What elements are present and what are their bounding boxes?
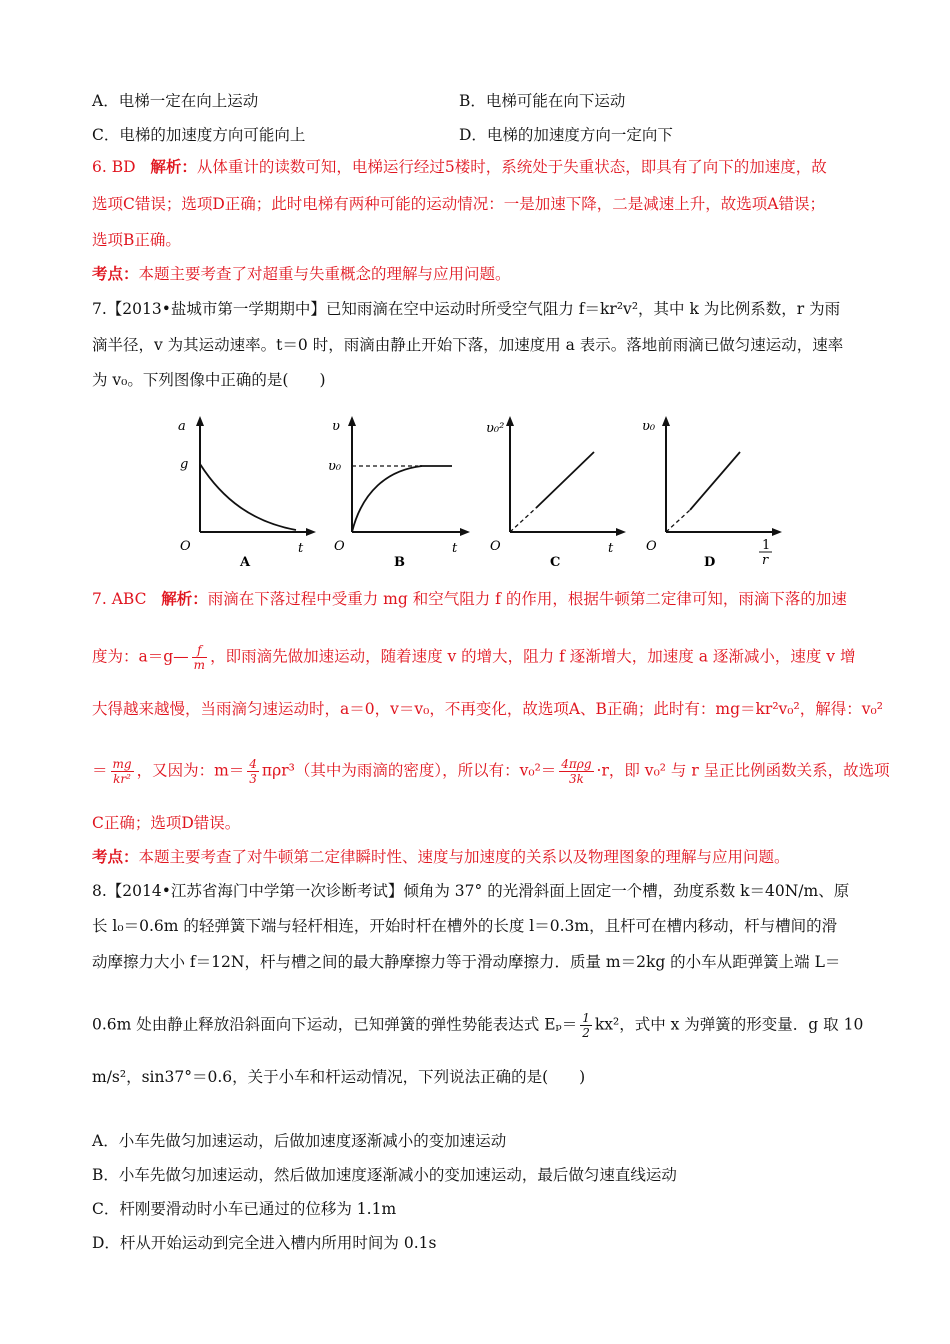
fraction-1-over-2 [580, 1011, 592, 1040]
graph-d-origin: O [646, 539, 657, 554]
q6-kaodian-label: 考点： [92, 264, 139, 283]
q7-answer-line4 [92, 757, 890, 786]
graph-a-y0label: g [180, 457, 189, 472]
q7-stem-line1: 7.【2013•盐城市第一学期期中】已知雨滴在空中运动时所受空气阻力 f＝kr²v²，其中 k 为比例系数，r 为雨 [92, 300, 841, 318]
q8-stem-text4a: 0.6m 处由静止释放沿斜面向下运动，已知弹簧的弹性势能表达式 Eₚ＝ [92, 1015, 578, 1034]
q7-stem-line3: 为 v₀。下列图像中正确的是( ) [92, 371, 326, 389]
q6-option-c: C．电梯的加速度方向可能向上 [92, 126, 306, 144]
graph-d-letter: D [704, 555, 716, 570]
graph-b [322, 412, 472, 572]
graph-b-y0label: υ₀ [328, 459, 342, 474]
fraction-numerator: f [192, 643, 207, 658]
q8-stem-line2: 长 l₀＝0.6m 的轻弹簧下端与轻杆相连，开始时杆在槽外的长度 l＝0.3m，且杆可在槽内移动，杆与槽间的滑 [92, 917, 838, 935]
fraction-numerator: mg [112, 757, 132, 771]
q6-analysis-label: 解析： [150, 157, 197, 176]
q8-option-a: A．小车先做匀加速运动，后做加速度逐渐减小的变加速运动 [92, 1132, 507, 1150]
q8-option-d: D．杆从开始运动到完全进入槽内所用时间为 0.1s [92, 1234, 437, 1252]
fraction-numerator: 1 [582, 1011, 590, 1025]
q7-kaodian-label: 考点： [92, 847, 139, 866]
q6-analysis-text2: 选项C错误；选项D正确；此时电梯有两种可能的运动情况：一是加速下降，二是减速上升，故选项A错误； [92, 195, 825, 213]
graph-d-ylabel: υ₀ [642, 419, 656, 434]
graph-a-origin: O [180, 539, 191, 554]
q8-stem-line4 [92, 1011, 863, 1040]
fraction-denominator: kr² [113, 772, 131, 786]
q6-analysis-text1: 从体重计的读数可知，电梯运行经过5楼时，系统处于失重状态，即具有了向下的加速度，故 [196, 158, 827, 176]
q8-stem-text4b: kx²，式中 x 为弹簧的形变量．g 取 10 [594, 1015, 864, 1034]
graph-c-xlabel: t [608, 541, 614, 556]
q7-answer-head: 7. ABC [92, 590, 147, 608]
fraction-numerator: 4πρg [561, 757, 592, 771]
graph-d-xlabel-den: r [762, 553, 769, 568]
q7-analysis-text4b: ，又因为：m＝ [136, 761, 245, 780]
fraction-denominator: 2 [582, 1026, 590, 1040]
q6-analysis-text3: 选项B正确。 [92, 231, 181, 249]
graph-b-ylabel: υ [332, 419, 340, 434]
q7-stem-line2: 滴半径，v 为其运动速率。t＝0 时，雨滴由静止开始下落，加速度用 a 表示。落地前雨滴已做匀速运动，速率 [92, 336, 844, 354]
q7-analysis-text4c: πρr³（其中为雨滴的密度），所以有：v₀²＝ [261, 761, 557, 780]
q8-stem-line1: 8.【2014•江苏省海门中学第一次诊断考试】倾角为 37° 的光滑斜面上固定一个槽，劲度系数 k＝40N/m、原 [92, 882, 850, 900]
q7-analysis-text3: 大得越来越慢，当雨滴匀速运动时，a＝0，v＝v₀，不再变化，故选项A、B正确；此时有：mg＝kr²v₀²，解得：v₀² [92, 700, 883, 718]
q7-analysis-text1: 雨滴在下落过程中受重力 mg 和空气阻力 f 的作用，根据牛顿第二定律可知，雨滴下落的加速 [207, 590, 847, 608]
q8-stem-line3: 动摩擦力大小 f＝12N，杆与槽之间的最大静摩擦力等于滑动摩擦力．质量 m＝2kg 的小车从距弹簧上端 L＝ [92, 953, 841, 971]
graph-b-xlabel: t [452, 541, 458, 556]
q7-kaodian [92, 846, 790, 868]
q6-answer-head: 6. BD [92, 158, 136, 176]
graph-b-letter: B [394, 555, 405, 570]
graph-a [168, 412, 318, 572]
graph-a-ylabel: a [178, 419, 186, 434]
q7-analysis-text5: C正确；选项D错误。 [92, 814, 241, 832]
q6-option-a: A．电梯一定在向上运动 [92, 92, 259, 110]
fraction-denominator: m [193, 658, 206, 672]
q7-answer-line1 [92, 588, 847, 610]
graph-c-letter: C [550, 555, 561, 570]
fraction-denominator: 3k [568, 772, 584, 786]
fraction-f-over-m [192, 643, 207, 672]
q7-kaodian-text: 本题主要考查了对牛顿第二定律瞬时性、速度与加速度的关系以及物理图象的理解与应用问题。 [138, 848, 790, 866]
fraction-denominator: 3 [249, 772, 257, 786]
graph-c-origin: O [490, 539, 501, 554]
q6-kaodian [92, 263, 511, 285]
fraction-4-over-3 [247, 757, 259, 786]
q6-kaodian-text: 本题主要考查了对超重与失重概念的理解与应用问题。 [138, 265, 511, 283]
q7-analysis-text2a: 度为：a＝g— [92, 647, 189, 666]
graph-d [634, 412, 784, 572]
fraction-mg-over-kr2 [111, 757, 134, 786]
graph-a-letter: A [240, 555, 251, 570]
q7-analysis-label: 解析： [161, 589, 208, 608]
q7-answer-line2 [92, 643, 855, 672]
q7-analysis-text2b: ，即雨滴先做加速运动，随着速度 v 的增大，阻力 f 逐渐增大，加速度 a 逐渐减小，速度 v 增 [210, 647, 856, 666]
fraction-4pirhog-over-3k [559, 757, 593, 786]
q6-answer-line1 [92, 156, 827, 178]
q8-stem-line5: m/s²，sin37°＝0.6，关于小车和杆运动情况，下列说法正确的是( ) [92, 1068, 586, 1086]
q6-option-b: B．电梯可能在向下运动 [459, 92, 626, 110]
graph-a-xlabel: t [298, 541, 304, 556]
q8-option-b: B．小车先做匀加速运动，然后做加速度逐渐减小的变加速运动，最后做匀速直线运动 [92, 1166, 677, 1184]
q7-analysis-text4a: ＝ [92, 761, 108, 780]
graph-c-ylabel: υ₀² [486, 421, 505, 436]
fraction-numerator: 4 [249, 757, 257, 771]
graph-b-origin: O [334, 539, 345, 554]
q6-option-d: D．电梯的加速度方向一定向下 [459, 126, 673, 144]
q8-option-c: C．杆刚要滑动时小车已通过的位移为 1.1m [92, 1200, 397, 1218]
q7-analysis-text4d: ·r，即 v₀² 与 r 呈正比例函数关系，故选项 [596, 761, 890, 780]
graph-c [478, 412, 628, 572]
graph-d-xlabel-num: 1 [762, 538, 771, 553]
